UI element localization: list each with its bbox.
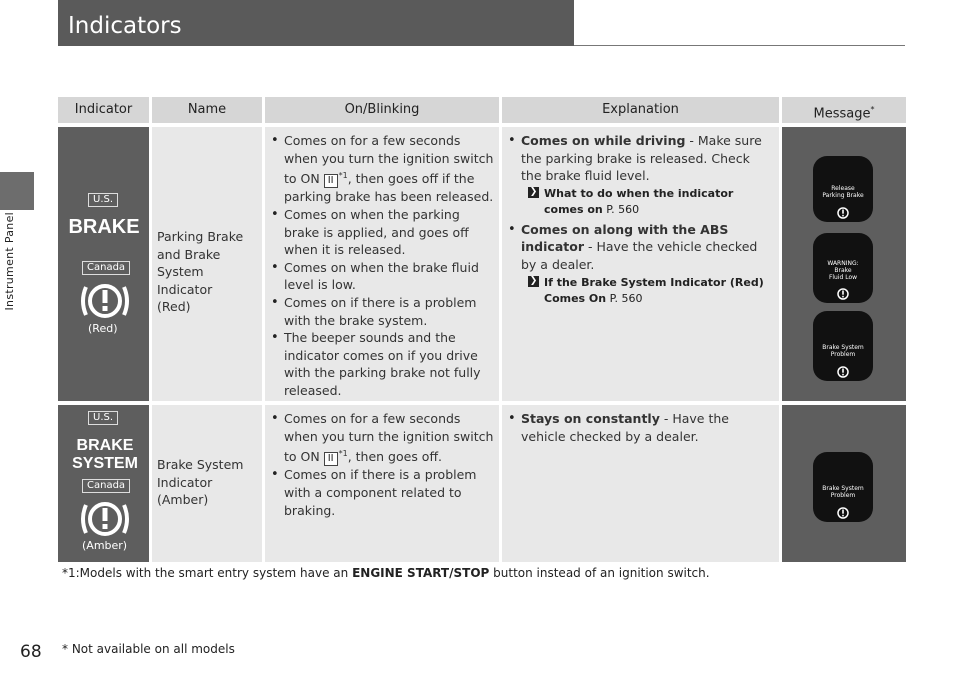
- header-indicator: Indicator: [58, 97, 149, 123]
- page-title: Indicators: [68, 13, 182, 39]
- region-tag-us: U.S.: [88, 411, 118, 425]
- system-word: SYSTEM: [72, 455, 138, 472]
- item-text: , then goes off.: [347, 449, 443, 465]
- on-blinking-item: • The beeper sounds and the indicator comes on if you drive with the parking brake not fully released.: [269, 329, 495, 399]
- explanation-text: - Have the vehicle checked by a dealer.: [521, 411, 729, 444]
- message-line: Release: [831, 185, 855, 192]
- table-footnote: [62, 566, 710, 580]
- arrow-icon: ❯: [529, 275, 538, 286]
- title-bar: [58, 0, 574, 46]
- message-line: Parking Brake: [822, 192, 864, 199]
- footnote-text: *1:Models with the smart entry system have an: [62, 566, 353, 580]
- footnote-text: button instead of an ignition switch.: [489, 566, 710, 580]
- header-message-asterisk: *: [870, 105, 875, 114]
- message-display: [813, 452, 873, 522]
- name-line: (Red): [157, 299, 191, 315]
- explanation-text: - Have the vehicle checked by a dealer.: [521, 239, 758, 272]
- row2-indicator-cell: [58, 405, 149, 562]
- message-line: Fluid Low: [828, 274, 858, 281]
- name-line: (Amber): [157, 492, 209, 508]
- message-display: [813, 311, 873, 381]
- message-line: Brake System: [822, 344, 864, 351]
- title-rule: [574, 45, 905, 46]
- explanation-heading: Comes on while driving: [521, 133, 686, 148]
- page-number: 68: [20, 642, 42, 662]
- message-display: [813, 233, 873, 303]
- name-line: Indicator: [157, 474, 213, 490]
- brake-circle-exclamation-icon: [80, 497, 130, 541]
- on-blinking-item: • Comes on if there is a problem with the brake system.: [269, 294, 495, 329]
- arrow-icon: ❯: [529, 186, 538, 197]
- warning-circle-icon: [836, 506, 850, 520]
- message-line: Brake: [834, 267, 852, 274]
- on-blinking-item: [269, 132, 495, 206]
- indicator-color-label: (Red): [88, 322, 118, 335]
- message-line: WARNING:: [827, 260, 859, 267]
- row1-message-cell: [782, 127, 906, 401]
- explanation-text: - Make sure the parking brake is released. Check the brake fluid level.: [521, 133, 762, 184]
- reference-title: What to do when the indicator comes on: [544, 186, 734, 216]
- message-line: Problem: [830, 492, 856, 499]
- footnote-ref: *1: [338, 171, 348, 181]
- brake-word: BRAKE: [68, 216, 140, 238]
- name-line: System Indicator: [157, 264, 213, 297]
- header-message-label: Message: [813, 106, 871, 122]
- explanation-item: [506, 132, 773, 185]
- chapter-tab: [0, 172, 34, 210]
- region-tag-canada: Canada: [82, 479, 130, 493]
- brake-system-word-icon: [72, 433, 138, 473]
- row1-explanation-cell: [502, 127, 779, 401]
- brake-word: BRAKE: [76, 437, 134, 454]
- cross-reference-link[interactable]: [506, 186, 773, 218]
- region-tag-us: U.S.: [88, 193, 118, 207]
- row1-name-cell: [152, 127, 262, 401]
- reference-page: P. 560: [609, 291, 643, 305]
- brake-circle-exclamation-icon: [80, 279, 130, 323]
- row2-message-cell: [782, 405, 906, 562]
- warning-circle-icon: [836, 365, 850, 379]
- header-explanation: Explanation: [502, 97, 779, 123]
- reference-page: P. 560: [606, 202, 640, 216]
- bottom-footnote: * Not available on all models: [62, 642, 235, 656]
- chapter-label: [3, 212, 17, 322]
- name-line: and Brake: [157, 246, 221, 262]
- warning-circle-icon: [836, 287, 850, 301]
- message-line: Problem: [830, 351, 856, 358]
- name-line: Parking Brake: [157, 229, 244, 244]
- region-tag-canada: Canada: [82, 261, 130, 275]
- cross-reference-link[interactable]: [506, 275, 773, 307]
- warning-circle-icon: [836, 206, 850, 220]
- header-message: [782, 97, 906, 123]
- message-line: Brake System: [822, 485, 864, 492]
- item-text: Comes on for a few seconds when you turn the ignition switch to ON: [284, 411, 494, 465]
- explanation-heading: Stays on constantly: [521, 411, 660, 426]
- name-line: Brake System: [157, 457, 244, 472]
- explanation-item: [506, 410, 773, 445]
- item-text: , then goes off if the parking brake has been released.: [284, 171, 494, 205]
- row2-on-blinking-cell: [265, 405, 499, 562]
- row1-on-blinking-cell: [265, 127, 499, 401]
- row2-name-cell: [152, 405, 262, 562]
- ignition-key-position: II: [324, 174, 338, 188]
- ignition-key-position: II: [324, 452, 338, 466]
- chapter-label-text: Instrument Panel: [3, 212, 16, 311]
- on-blinking-item: • Comes on when the brake fluid level is low.: [269, 259, 495, 294]
- footnote-ref: *1: [338, 449, 348, 459]
- item-text: Comes on for a few seconds when you turn the ignition switch to ON: [284, 133, 494, 187]
- header-on-blinking: On/Blinking: [265, 97, 499, 123]
- on-blinking-item: • Comes on if there is a problem with a component related to braking.: [269, 466, 495, 519]
- on-blinking-item: • Comes on when the parking brake is applied, and goes off when it is released.: [269, 206, 495, 259]
- row2-explanation-cell: [502, 405, 779, 562]
- indicator-color-label: (Amber): [82, 539, 128, 552]
- header-name: Name: [152, 97, 262, 123]
- message-display: [813, 156, 873, 222]
- explanation-heading: Comes on along with the ABS indicator: [521, 221, 729, 255]
- on-blinking-item: [269, 410, 495, 466]
- footnote-bold: ENGINE START/STOP: [352, 566, 490, 580]
- row1-indicator-cell: [58, 127, 149, 401]
- explanation-item: [506, 221, 773, 274]
- brake-word-icon: [68, 213, 140, 238]
- reference-title: If the Brake System Indicator (Red) Comes On: [544, 275, 764, 305]
